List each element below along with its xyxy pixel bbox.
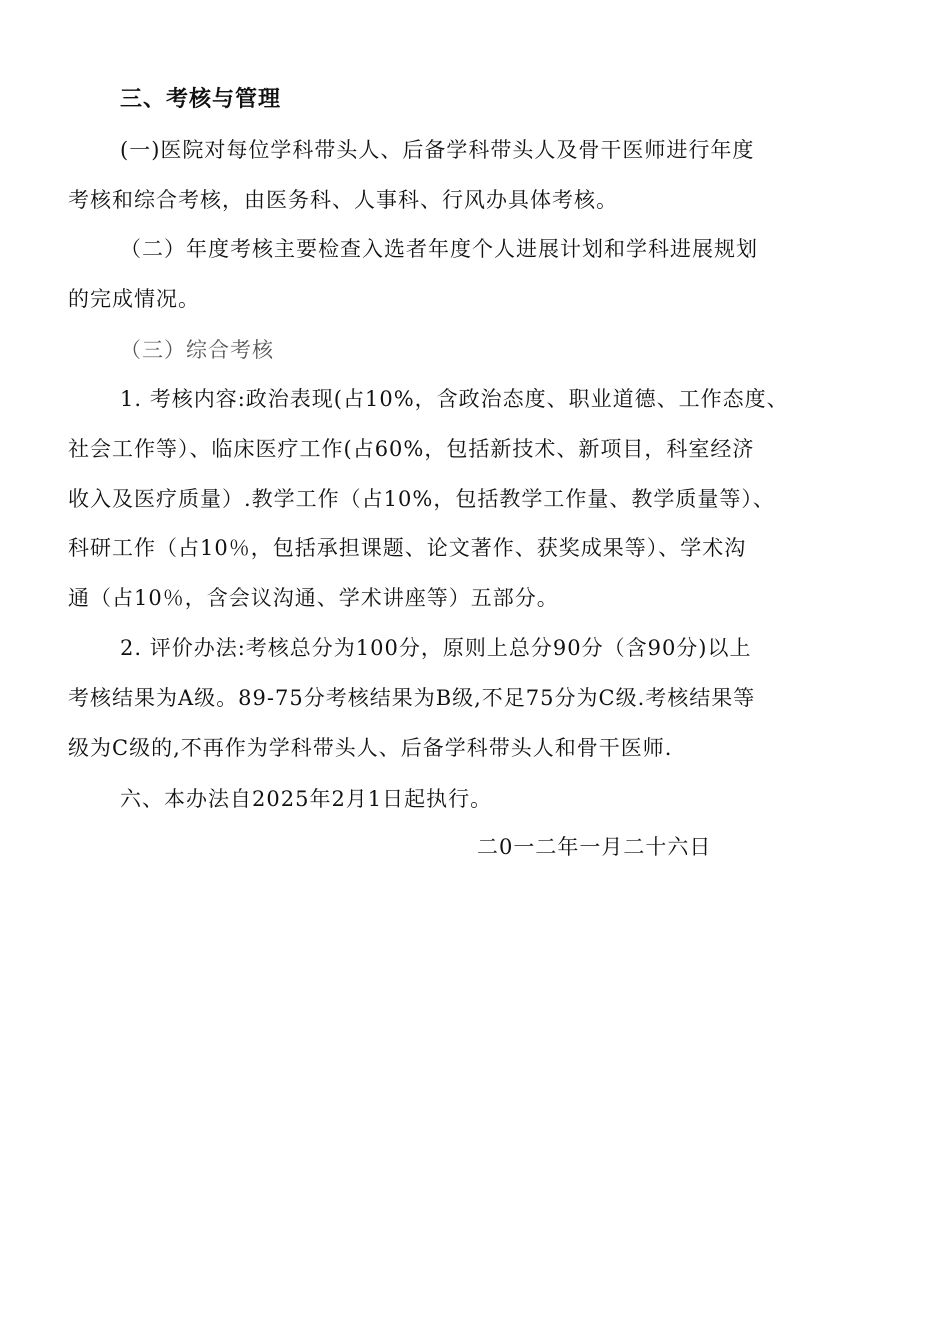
item1-line2: 考核和综合考核，由医务科、人事科、行风办具体考核。 xyxy=(68,188,618,212)
item2-line1: （二）年度考核主要检查入选者年度个人进展计划和学科进展规划 xyxy=(120,237,758,261)
item3-title: （三）综合考核 xyxy=(120,338,274,362)
point1-line4: 科研工作（占10％，包括承担课题、论文著作、获奖成果等）、学术沟 xyxy=(68,536,747,560)
document-date: 二0一二年一月二十六日 xyxy=(477,835,712,859)
point1-line1: 1. 考核内容:政治表现(占10%，含政治态度、职业道德、工作态度、 xyxy=(120,387,789,411)
point2-line3: 级为C级的,不再作为学科带头人、后备学科带头人和骨干医师. xyxy=(68,736,673,760)
item2-line2: 的完成情况。 xyxy=(68,287,200,311)
section-heading: 三、考核与管理 xyxy=(120,86,282,112)
point2-line1: 2. 评价办法:考核总分为100分，原则上总分90分（含90分)以上 xyxy=(120,636,752,660)
point1-line2: 社会工作等）、临床医疗工作(占60%，包括新技术、新项目，科室经济 xyxy=(68,437,755,461)
item1-line1: (一)医院对每位学科带头人、后备学科带头人及骨干医师进行年度 xyxy=(120,138,755,162)
point1-line5: 通（占10％，含会议沟通、学术讲座等）五部分。 xyxy=(68,586,559,610)
point2-line2: 考核结果为A级。89-75分考核结果为B级,不足75分为C级.考核结果等 xyxy=(68,686,756,710)
point1-line3: 收入及医疗质量）.教学工作（占10%，包括教学工作量、教学质量等）、 xyxy=(68,487,775,511)
section6-line: 六、本办法自2025年2月1日起执行。 xyxy=(120,787,493,811)
